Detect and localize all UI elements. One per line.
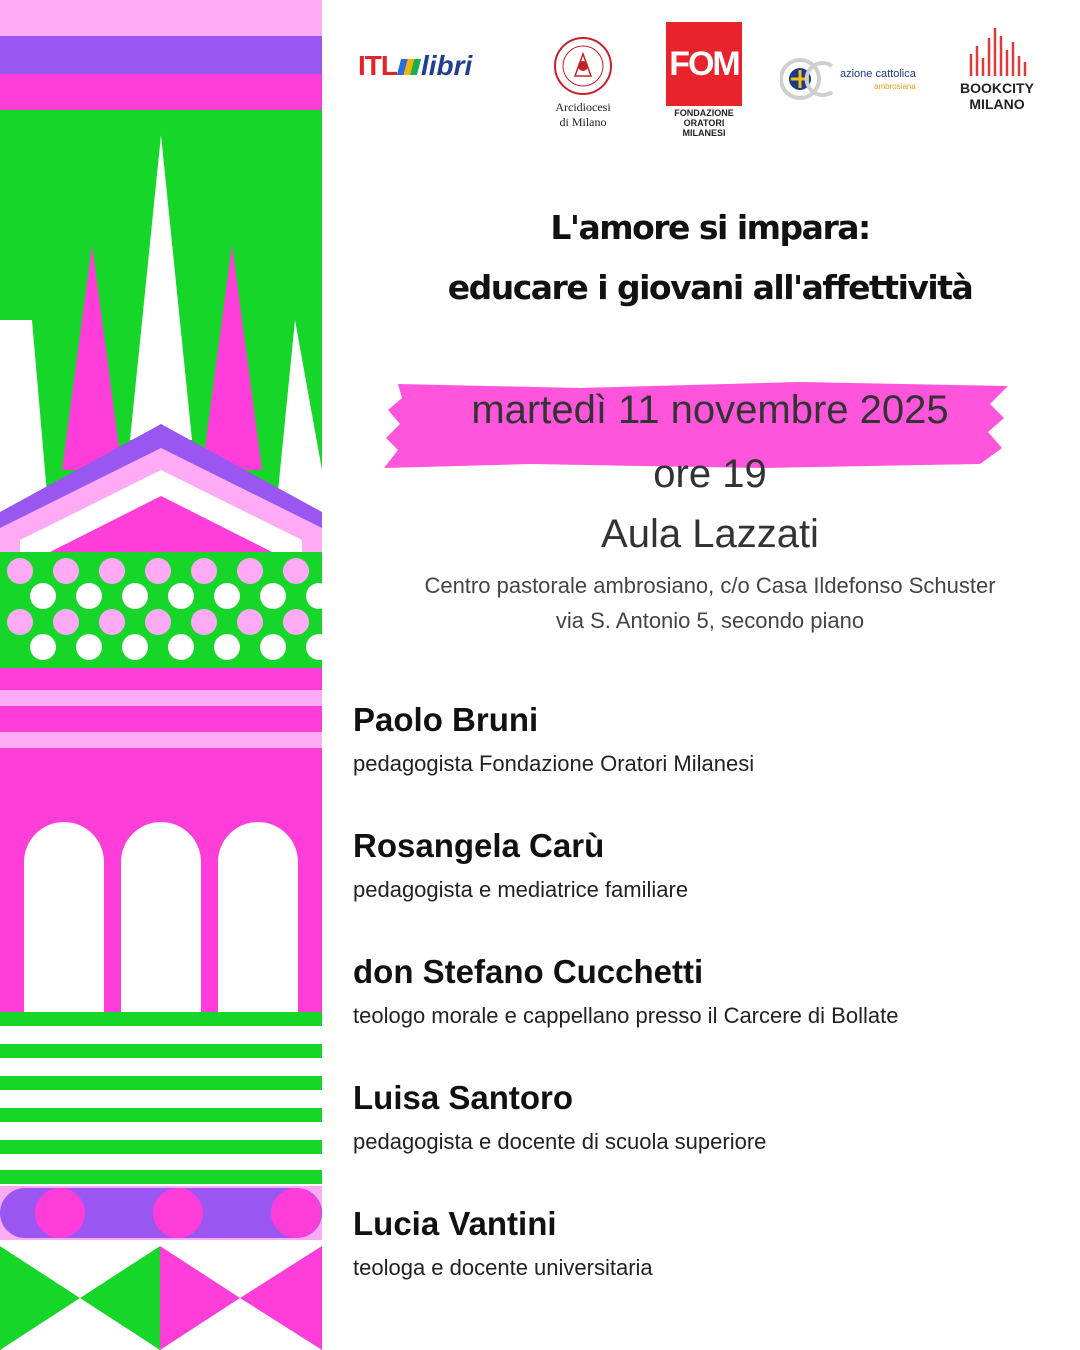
speaker-item <box>353 1204 1073 1330</box>
fom-line3: MILANESI <box>682 128 726 138</box>
speaker-name: Luisa Santoro <box>353 1079 574 1116</box>
speaker-item <box>353 1078 1073 1204</box>
speaker-item <box>353 952 1073 1078</box>
arcidiocesi-line2: di Milano <box>559 115 607 129</box>
itl-libri-logo <box>358 50 508 86</box>
fom-line2: ORATORI <box>683 118 725 128</box>
speaker-name: don Stefano Cucchetti <box>353 953 704 990</box>
event-title-line2: educare i giovani all'affettività <box>447 268 973 307</box>
event-address-line2: via S. Antonio 5, secondo piano <box>555 608 865 633</box>
libri-logo-text: libri <box>421 50 473 81</box>
fom-line1: FONDAZIONE <box>674 108 734 118</box>
azione-cattolica-logo <box>780 56 930 106</box>
event-venue: Aula Lazzati <box>601 512 819 556</box>
event-address-line1: Centro pastorale ambrosiano, c/o Casa Ildefonso Schuster <box>424 573 996 598</box>
speaker-name: Rosangela Carù <box>353 827 605 864</box>
speakers-list <box>353 700 1073 1330</box>
fom-mark: FOM <box>666 22 742 106</box>
bookcity-logo <box>952 24 1042 124</box>
speaker-role: teologo morale e cappellano presso il Carcere di Bollate <box>353 1003 899 1028</box>
event-time: ore 19 <box>653 452 767 496</box>
diocese-seal-icon <box>553 36 613 96</box>
speaker-role: teologa e docente universitaria <box>353 1255 653 1280</box>
speaker-role: pedagogista Fondazione Oratori Milanesi <box>353 751 755 776</box>
bookcity-line2: MILANO <box>969 96 1025 112</box>
itl-logo-text: ITL <box>358 50 397 81</box>
speaker-item <box>353 700 1073 826</box>
fom-logo <box>666 22 742 138</box>
arcidiocesi-line1: Arcidiocesi <box>555 100 611 114</box>
ac-line2: ambrosiana <box>874 82 916 91</box>
speaker-item <box>353 826 1073 952</box>
speaker-name: Lucia Vantini <box>353 1205 557 1242</box>
book-icon <box>397 59 421 75</box>
partner-logos <box>340 18 1060 148</box>
event-title-line1: L'amore si impara: <box>550 208 870 247</box>
speaker-role: pedagogista e docente di scuola superiore <box>353 1129 767 1154</box>
decorative-cathedral-illustration <box>0 0 322 1350</box>
ac-emblem-icon <box>780 56 836 102</box>
ac-line1: azione cattolica <box>840 68 916 80</box>
speaker-role: pedagogista e mediatrice familiare <box>353 877 689 902</box>
bookcity-skyline-icon <box>965 24 1029 76</box>
event-date: martedì 11 novembre 2025 <box>471 388 949 432</box>
bookcity-line1: BOOKCITY <box>960 80 1034 96</box>
arcidiocesi-logo <box>548 36 618 136</box>
speaker-name: Paolo Bruni <box>353 701 539 738</box>
